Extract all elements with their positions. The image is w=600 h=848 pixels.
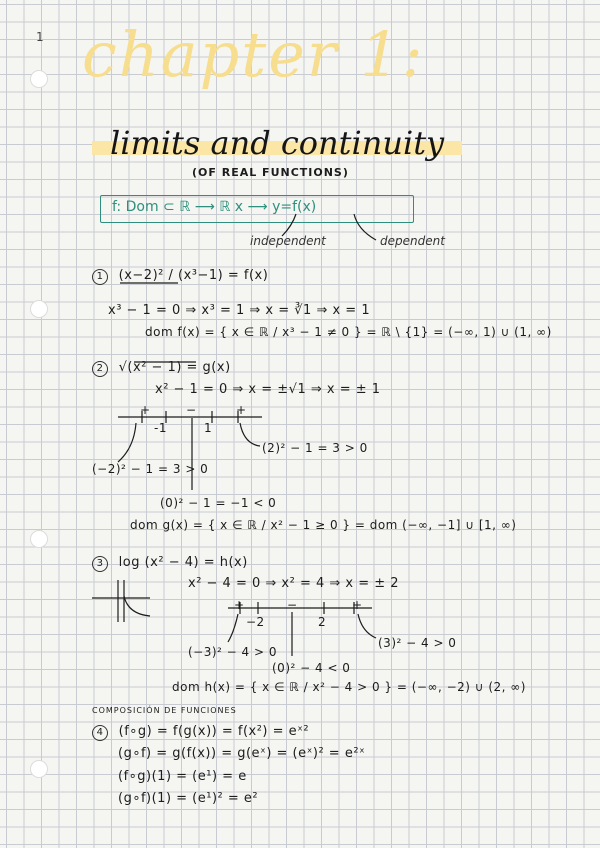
ex3-tick-neg: −2 bbox=[246, 615, 265, 629]
chapter-title: chapter 1: bbox=[82, 18, 425, 91]
example-number: 1 bbox=[92, 269, 108, 285]
ex3-sign-right: + bbox=[352, 598, 363, 612]
ex2-mid-test: (0)² − 1 = −1 < 0 bbox=[160, 496, 277, 510]
ex3-right-test: (3)² − 4 > 0 bbox=[378, 636, 457, 650]
ex3-function: log (x² − 4) = h(x) bbox=[118, 555, 248, 570]
ex2-sign-mid: − bbox=[186, 403, 197, 417]
ex3-domain: dom h(x) = { x ∈ ℝ / x² − 4 > 0 } = (−∞, −2) ∪ (2, ∞) bbox=[172, 680, 526, 694]
composition-formula-1: (f∘g) = f(g(x)) = f(x²) = eˣ² bbox=[118, 724, 310, 739]
ex2-sign-left: + bbox=[140, 403, 151, 417]
ex2-right-test: (2)² − 1 = 3 > 0 bbox=[262, 441, 368, 455]
ex1-domain: dom f(x) = { x ∈ ℝ / x³ − 1 ≠ 0 } = ℝ \ {1} = (−∞, 1) ∪ (1, ∞) bbox=[145, 325, 552, 339]
ex2-tick-pos: 1 bbox=[204, 421, 213, 435]
composition-heading: COMPOSICIÓN DE FUNCIONES bbox=[92, 706, 237, 715]
independent-arrow bbox=[282, 214, 296, 236]
composition-line-4: (g∘f)(1) = (e¹)² = e² bbox=[118, 791, 259, 806]
dependent-label: dependent bbox=[380, 234, 445, 248]
ex2-domain: dom g(x) = { x ∈ ℝ / x² − 1 ≥ 0 } = dom (−∞, −1] ∪ [1, ∞) bbox=[130, 518, 517, 532]
ex2-left-test: (−2)² − 1 = 3 > 0 bbox=[92, 462, 209, 476]
ex3-left-test: (−3)² − 4 > 0 bbox=[188, 645, 277, 659]
ex2-function: √(x² − 1) = g(x) bbox=[118, 360, 231, 375]
example-number: 2 bbox=[92, 361, 108, 377]
ex3-sign-left: + bbox=[234, 598, 245, 612]
topic-title: limits and continuity bbox=[110, 124, 445, 162]
ex3-step: x² − 4 = 0 ⇒ x² = 4 ⇒ x = ± 2 bbox=[188, 576, 400, 591]
ex1-function: (x−2)² / (x³−1) = f(x) bbox=[118, 268, 269, 283]
subtitle: (OF REAL FUNCTIONS) bbox=[192, 166, 349, 179]
composition-line-2: (g∘f) = g(f(x)) = g(eˣ) = (eˣ)² = e²ˣ bbox=[118, 746, 366, 761]
ex3-mid-test: (0)² − 4 < 0 bbox=[272, 661, 351, 675]
ex3-tick-pos: 2 bbox=[318, 615, 327, 629]
ex1-step: x³ − 1 = 0 ⇒ x³ = 1 ⇒ x = ∛1 ⇒ x = 1 bbox=[108, 303, 371, 318]
composition-line-3: (f∘g)(1) = (e¹) = e bbox=[118, 769, 247, 784]
example-number: 4 bbox=[92, 725, 108, 741]
page-number: 1 bbox=[36, 30, 44, 44]
ex3-sign-mid: − bbox=[287, 598, 298, 612]
ex2-tick-neg: -1 bbox=[154, 421, 167, 435]
definition-text: f: Dom ⊂ ℝ ⟶ ℝ x ⟶ y=f(x) bbox=[112, 199, 317, 215]
independent-label: independent bbox=[250, 234, 326, 248]
ex2-step: x² − 1 = 0 ⇒ x = ±√1 ⇒ x = ± 1 bbox=[155, 382, 381, 397]
ex2-sign-right: + bbox=[236, 403, 247, 417]
dependent-arrow bbox=[354, 214, 376, 240]
example-number: 3 bbox=[92, 556, 108, 572]
